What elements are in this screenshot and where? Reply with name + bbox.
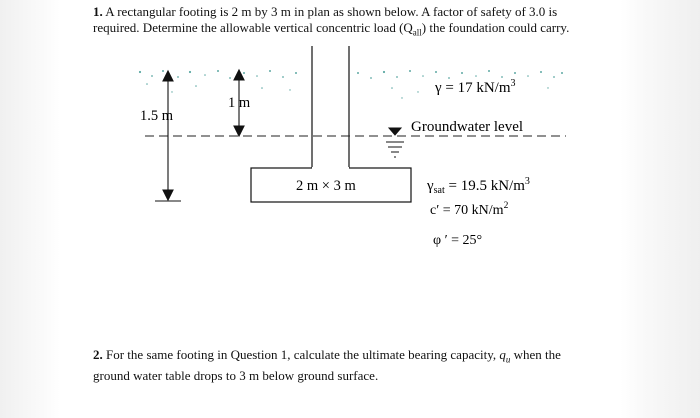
question-2-text-1b: when the (510, 347, 561, 362)
label-gamma: γ = 17 $kN/m^3$ (435, 78, 516, 96)
water-table-icon (386, 128, 404, 157)
question-2-line-1 (93, 347, 561, 368)
label-friction-angle: φ ′ = 25° (433, 233, 483, 248)
question-2 (93, 347, 561, 384)
footing-column (312, 46, 349, 168)
label-gamma-sat: $\gamma_{sat} = 19.5$ $kN/m^3$ (427, 176, 530, 196)
label-groundwater-level: Groundwater level (411, 119, 524, 135)
question-1-number: 1. (93, 4, 103, 19)
question-2-line-2: ground water table drops to 3 m below ground surface. (93, 367, 379, 383)
question-2-q-symbol: q (499, 347, 506, 362)
label-footing-size: 2 m × 3 m (296, 178, 356, 194)
label-cohesion: c′ = 70 $kN/m^2$ (430, 201, 509, 218)
label-depth-1m: 1 m (228, 95, 251, 111)
question-1-text-1: A rectangular footing is 2 m by 3 m in plan as shown below. A factor of safety of 3.0 is (105, 4, 558, 19)
label-depth-1-5m: 1.5 m (140, 108, 174, 124)
question-2-text-1a: For the same footing in Question 1, calculate the ultimate bearing capacity, (106, 347, 500, 362)
question-1-text-2b: ) the foundation could carry. (421, 20, 570, 35)
question-2-number: 2. (93, 347, 103, 362)
question-2-q-subscript: u (505, 354, 511, 365)
question-1-text-2a: required. Determine the allowable vertical concentric load (Q (93, 20, 413, 35)
question-1-subscript: all (412, 27, 422, 38)
